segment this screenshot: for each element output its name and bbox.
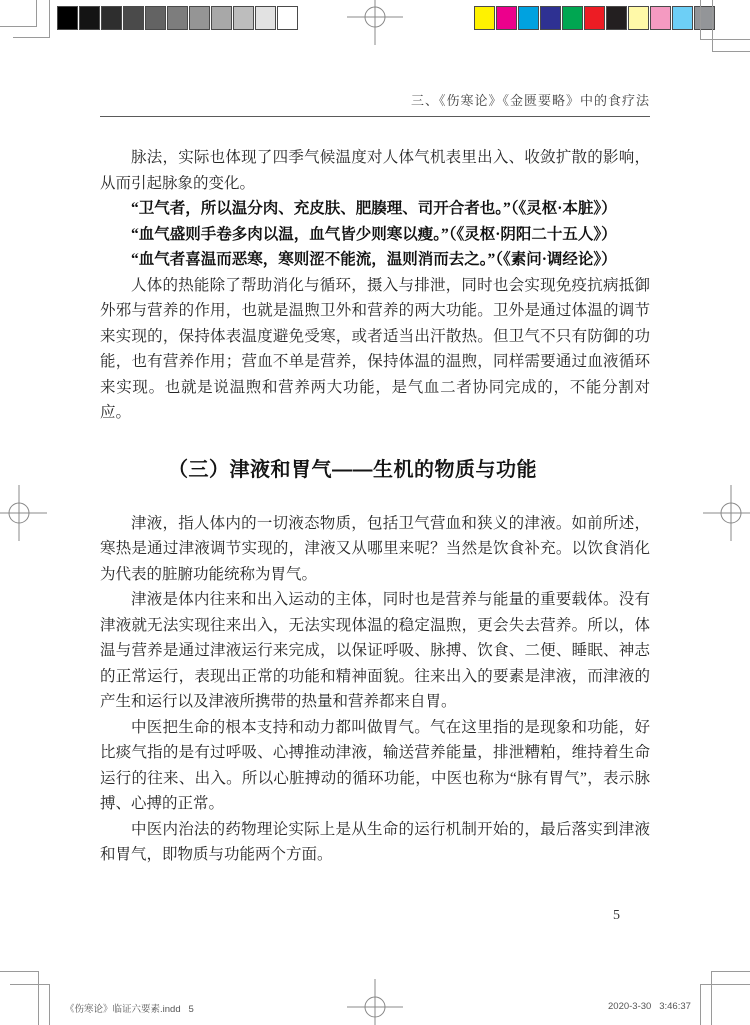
page-body — [100, 90, 650, 868]
calibration-swatch — [540, 6, 561, 30]
paragraph: 脉法，实际也体现了四季气候温度对人体气机表里出入、收敛扩散的影响，从而引起脉象的变化。 — [100, 149, 650, 192]
color-calibration-bar — [474, 6, 716, 30]
paragraph: 中医内治法的药物理论实际上是从生命的运行机制开始的，最后落实到津液和胃气，即物质与功能两个方面。 — [100, 820, 650, 863]
calibration-swatch — [101, 6, 122, 30]
crop-mark-top-right-inner — [712, 0, 750, 52]
calibration-swatch — [277, 6, 298, 30]
calibration-swatch — [584, 6, 605, 30]
calibration-swatch — [167, 6, 188, 30]
calibration-swatch — [562, 6, 583, 30]
calibration-swatch — [57, 6, 78, 30]
calibration-swatch — [189, 6, 210, 30]
classic-quote: “卫气者，所以温分肉、充皮肤、肥腠理、司开合者也。”（《灵枢·本脏》） — [131, 200, 617, 217]
calibration-swatch — [211, 6, 232, 30]
paragraph: 中医把生命的根本支持和动力都叫做胃气。气在这里指的是现象和功能，好比痰气指的是有过呼吸、心搏推动津液，输送营养能量，排泄糟粕，维持着生命运行的往来、出入。所以心脏搏动的循环功能，中医也称为“脉有胃气”，表示脉搏、心搏的正常。 — [100, 718, 650, 812]
registration-mark-left-icon — [0, 485, 47, 541]
registration-mark-top-icon — [347, 0, 403, 45]
registration-mark-bottom-icon — [347, 979, 403, 1025]
running-header: 三、《伤寒论》《金匮要略》中的食疗法 — [100, 90, 650, 117]
calibration-swatch — [606, 6, 627, 30]
calibration-swatch — [233, 6, 254, 30]
print-slug-timestamp: 2020-3-30 3:46:37 — [608, 1001, 691, 1012]
grayscale-calibration-bar — [57, 6, 299, 30]
classic-quote: “血气盛则手卷多肉以温，血气皆少则寒以瘦。”（《灵枢·阴阳二十五人》） — [131, 225, 617, 243]
crop-mark-bottom-left-inner — [10, 984, 50, 1025]
calibration-swatch — [79, 6, 100, 30]
registration-mark-right-icon — [703, 485, 750, 541]
calibration-swatch — [672, 6, 693, 30]
page-number: 5 — [613, 908, 620, 923]
calibration-swatch — [496, 6, 517, 30]
calibration-swatch — [628, 6, 649, 30]
calibration-swatch — [518, 6, 539, 30]
crop-mark-bottom-right-inner — [700, 984, 750, 1025]
paragraph: 津液是体内往来和出入运动的主体，同时也是营养与能量的重要载体。没有津液就无法实现往来出入，无法实现体温的稳定温煦，更会失去营养。所以，体温与营养是通过津液运行来完成，以保证呼吸、脉搏、饮食、二便、睡眠、神志的正常运行，表现出正常的功能和精神面貌。往来出入的要素是津液，而津液的产生和运行以及津液所携带的热量和营养都来自胃。 — [100, 591, 650, 710]
calibration-swatch — [650, 6, 671, 30]
calibration-swatch — [145, 6, 166, 30]
print-slug-filename: 《伤寒论》临证六要素.indd 5 — [65, 1004, 194, 1015]
calibration-swatch — [255, 6, 276, 30]
paragraph: 津液，指人体内的一切液态物质，包括卫气营血和狭义的津液。如前所述，寒热是通过津液调节实现的，津液又从哪里来呢？当然是饮食补充。以饮食消化为代表的脏腑功能统称为胃气。 — [100, 514, 650, 583]
paragraph: 人体的热能除了帮助消化与循环，摄入与排泄，同时也会实现免疫抗病抵御外邪与营养的作用，也就是温煦卫外和营养的两大功能。卫外是通过体温的调节来实现的，保持体表温度避免受寒，或者适当出汗散热。但卫气不只有防御的功能，也有营养作用；营血不单是营养，保持体温的温煦，同样需要通过血液循环来实现。也就是说温煦和营养两大功能，是气血二者协同完成的，不能分割对应。 — [100, 276, 650, 421]
crop-mark-top-left-inner — [0, 0, 37, 27]
section-heading: （三）津液和胃气——生机的物质与功能 — [168, 458, 537, 481]
calibration-swatch — [123, 6, 144, 30]
classic-quote: “血气者喜温而恶寒，寒则涩不能流，温则消而去之。”（《素问·调经论》） — [131, 251, 617, 268]
calibration-swatch — [474, 6, 495, 30]
